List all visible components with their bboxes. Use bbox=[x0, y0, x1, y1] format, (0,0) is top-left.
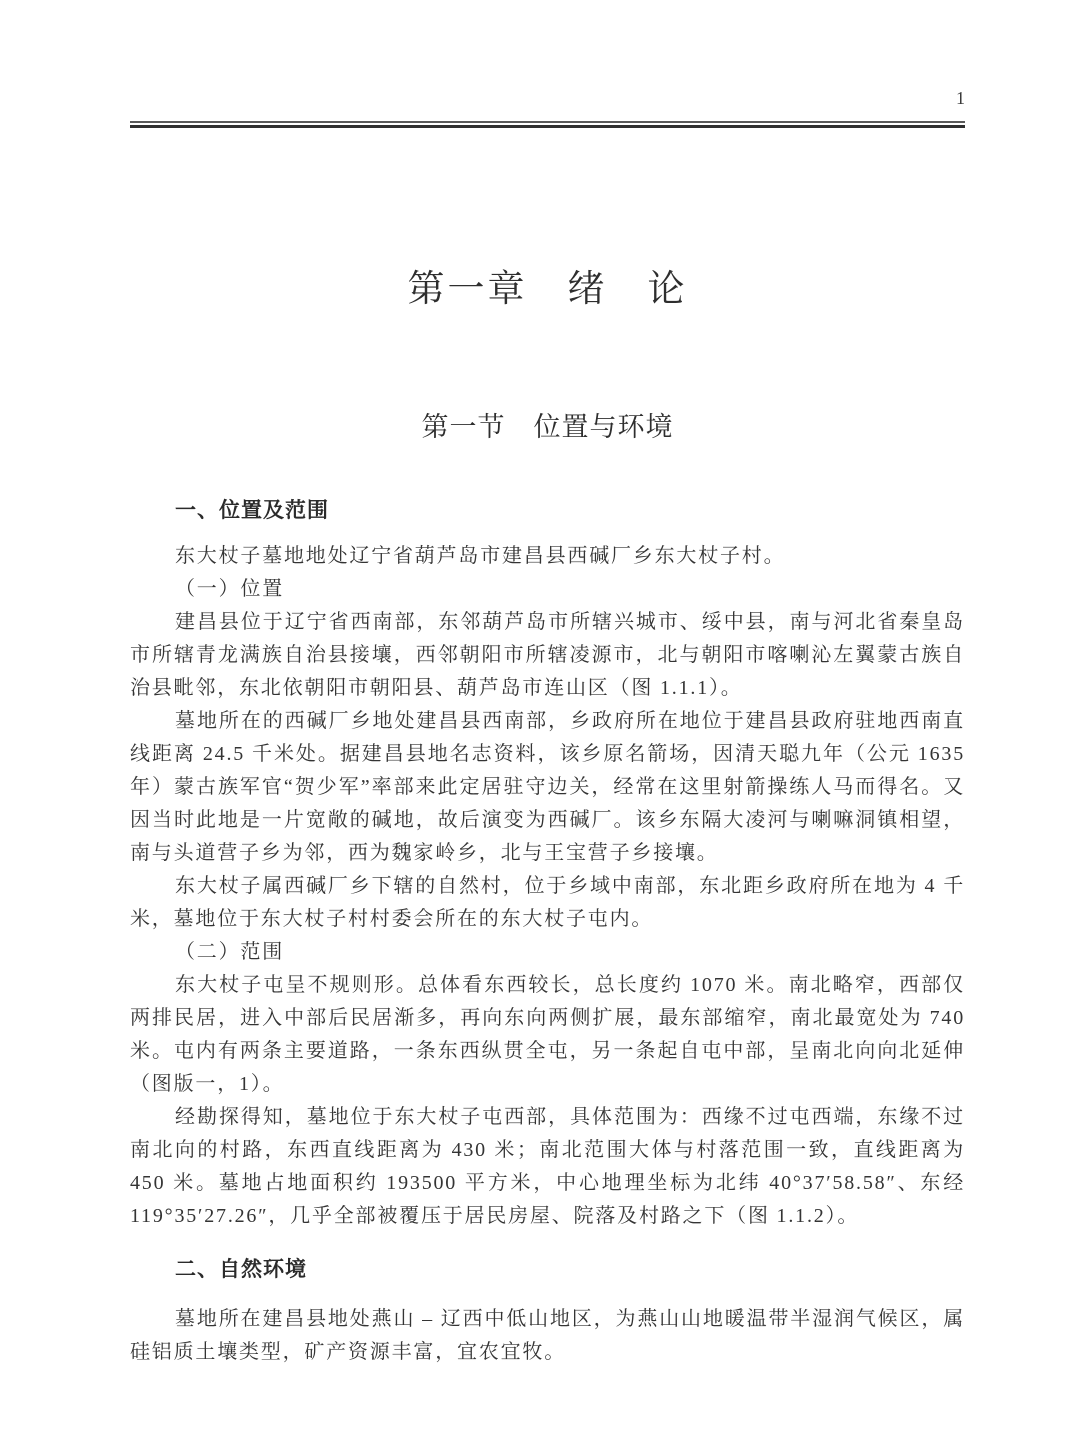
page-number: 1 bbox=[956, 88, 965, 108]
header-rule bbox=[130, 121, 965, 128]
body-text bbox=[130, 494, 965, 1369]
paragraph: 墓地所在建昌县地处燕山 – 辽西中低山地区，为燕山山地暖温带半湿润气候区，属硅铝质土壤类型，矿产资源丰富，宜农宜牧。 bbox=[130, 1308, 965, 1363]
paragraph: 东大杖子墓地地处辽宁省葫芦岛市建昌县西碱厂乡东大杖子村。 bbox=[175, 545, 786, 567]
subsection-label-position: （一）位置 bbox=[175, 578, 284, 600]
paragraph: 墓地所在的西碱厂乡地处建昌县西南部，乡政府所在地位于建昌县政府驻地西南直线距离 24.5 千米处。据建昌县地名志资料，该乡原名箭场，因清天聪九年（公元 1635 年）蒙古族军官“贺少军”率部来此定居驻守边关，经常在这里射箭操练人马而得名。又因当时此地是一片宽敞的碱地，故后演变为西碱厂。该乡东隔大凌河与喇嘛洞镇相望，南与头道营子乡为邻，西为魏家岭乡，北与王宝营子乡接壤。 bbox=[130, 710, 965, 864]
subsection-label-scope: （二）范围 bbox=[175, 941, 284, 963]
subsection-heading-location-and-scope: 一、位置及范围 bbox=[175, 499, 329, 522]
section-title: 第一节 位置与环境 bbox=[421, 412, 674, 442]
paragraph: 经勘探得知，墓地位于东大杖子屯西部，具体范围为：西缘不过屯西端，东缘不过南北向的村路，东西直线距离为 430 米；南北范围大体与村落范围一致，直线距离为 450 米。墓地占地面积约 193500 平方米，中心地理坐标为北纬 40°37′58.58″、东经 119°35′27.26″，几乎全部被覆压于居民房屋、院落及村路之下（图 1.1.2）。 bbox=[130, 1106, 965, 1227]
paragraph: 东大杖子屯呈不规则形。总体看东西较长，总长度约 1070 米。南北略窄，西部仅两排民居，进入中部后民居渐多，再向东向两侧扩展，最东部缩窄，南北最宽处为 740 米。屯内有两条主要道路，一条东西纵贯全屯，另一条起自屯中部，呈南北向向北延伸（图版一，1）。 bbox=[130, 974, 965, 1095]
paragraph: 东大杖子属西碱厂乡下辖的自然村，位于乡域中南部，东北距乡政府所在地为 4 千米，墓地位于东大杖子村村委会所在的东大杖子屯内。 bbox=[130, 875, 965, 930]
subsection-heading-natural-environment: 二、自然环境 bbox=[175, 1258, 307, 1281]
chapter-title: 第一章 绪 论 bbox=[407, 269, 688, 310]
paragraph: 建昌县位于辽宁省西南部，东邻葫芦岛市所辖兴城市、绥中县，南与河北省秦皇岛市所辖青龙满族自治县接壤，西邻朝阳市所辖凌源市，北与朝阳市喀喇沁左翼蒙古族自治县毗邻，东北依朝阳市朝阳县、葫芦岛市连山区（图 1.1.1）。 bbox=[130, 611, 965, 699]
